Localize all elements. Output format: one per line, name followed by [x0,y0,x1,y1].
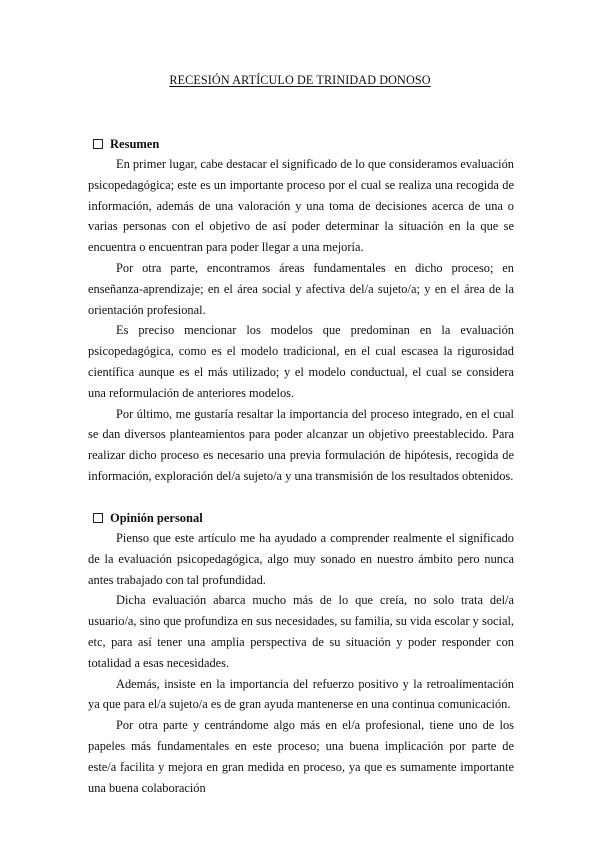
paragraph: Dicha evaluación abarca mucho más de lo que creía, no solo trata del/a usuario/a, sino que profundiza en sus necesidades, su familia, su vida escolar y social, etc, para así tener una amplia perspectiva de su situación y poder responder con totalidad a esas necesidades. [88,593,514,670]
section-summary [88,134,514,487]
paragraph: En primer lugar, cabe destacar el significado de lo que consideramos evaluación psicopedagógica; este es un importante proceso por el cual se realiza una recogida de información, además de una valoración y una toma de decisiones acerca de una o varias personas con el objetivo de así poder determinar la situación en la que se encuentra o encuentran para poder llegar a una mejoría. [88,157,514,255]
paragraph: Por último, me gustaría resaltar la importancia del proceso integrado, en el cual se dan diversos planteamientos para poder alcanzar un objetivo preestablecido. Para realizar dicho proceso es necesario una previa formulación de hipótesis, recogida de información, exploración del/a sujeto/a y una transmisión de los resultados obtenidos. [88,406,514,483]
checkbox-bullet-icon [93,513,103,523]
checkbox-bullet-icon [93,139,103,149]
section-personal-opinion [88,508,514,798]
paragraph: Es preciso mencionar los modelos que predominan en la evaluación psicopedagógica, como es el modelo tradicional, en el cual escasea la rigurosidad científica aunque es el más utilizado; y el modelo conductual, el cual se considera una reformulación de anteriores modelos. [88,323,514,400]
paragraph: Además, insiste en la importancia del refuerzo positivo y la retroalimentación ya que para el/a sujeto/a es de gran ayuda mantenerse en una continua comunicación. [88,676,514,712]
section-heading-label: Opinión personal [110,510,203,525]
section-heading-label: Resumen [110,136,160,151]
paragraph: Pienso que este artículo me ha ayudado a comprender realmente el significado de la evaluación psicopedagógica, algo muy sonado en nuestro ámbito pero nunca antes trabajado con tal profundidad. [88,531,514,587]
document-title: RECESIÓN ARTÍCULO DE TRINIDAD DONOSO [169,73,431,87]
paragraph: Por otra parte y centrándome algo más en el/a profesional, tiene uno de los papeles más fundamentales en este proceso; una buena implicación por parte de este/a facilita y mejora en gran medida en proceso, ya que es sumamente importante una buena colaboración [88,718,514,795]
section-heading [93,508,514,528]
paragraph: Por otra parte, encontramos áreas fundamentales en dicho proceso; en enseñanza-aprendizaje; en el área social y afectiva del/a sujeto/a; y en el área de la orientación profesional. [88,260,514,317]
section-heading [93,134,514,154]
